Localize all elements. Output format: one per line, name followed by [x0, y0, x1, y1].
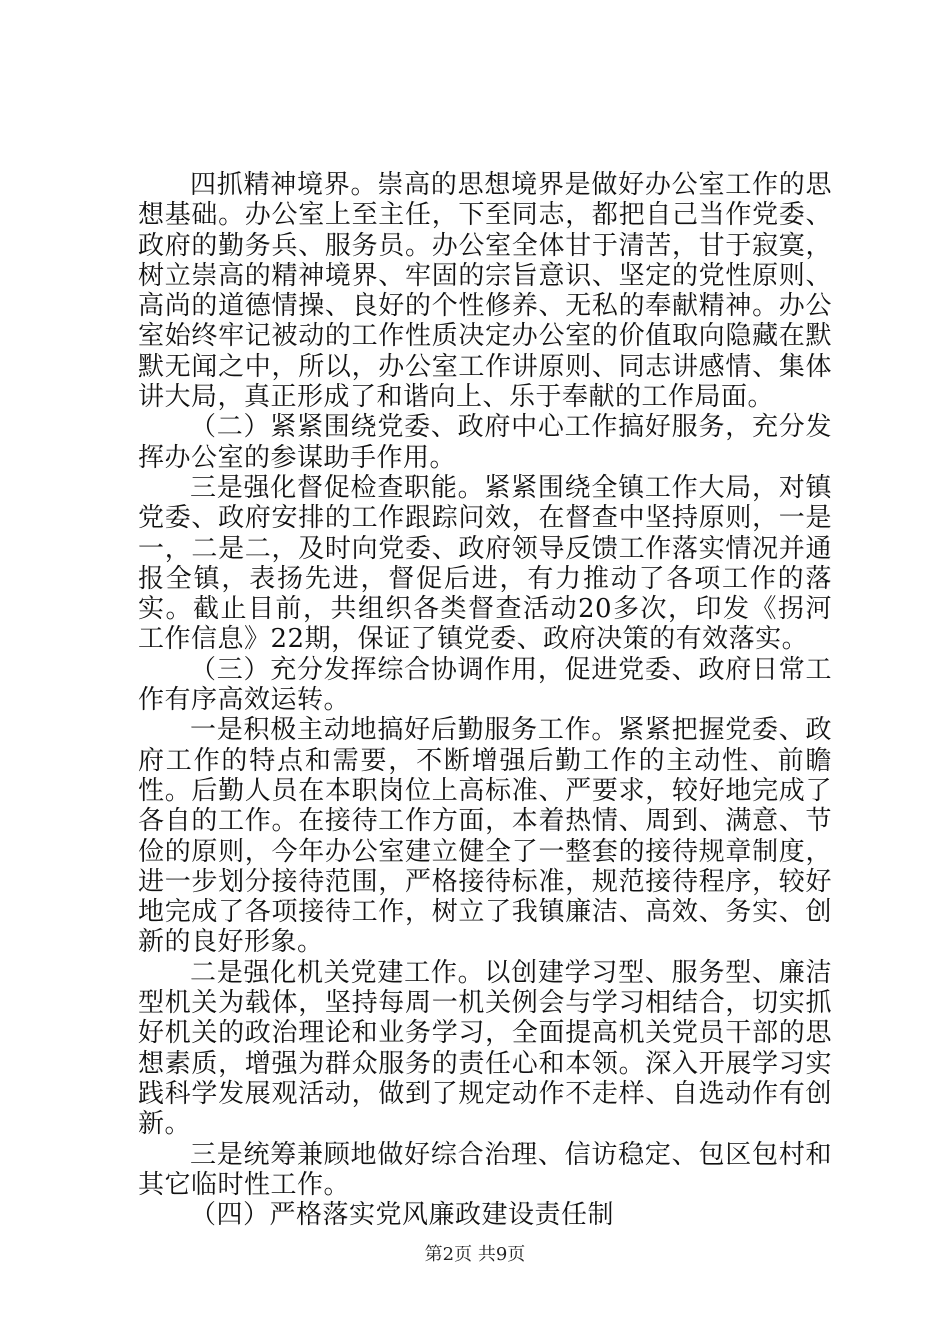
- paragraph-supervision: 三是强化督促检查职能。紧紧围绕全镇工作大局，对镇党委、政府安排的工作跟踪问效，在督查中坚持原则，一是一，二是二，及时向党委、政府领导反馈工作落实情况并通报全镇，表扬先进，督促后进，有力推动了各项工作的落实。截止目前，共组织各类督查活动20多次，印发《拐河工作信息》22期，保证了镇党委、政府决策的有效落实。: [138, 472, 832, 655]
- paragraph-party-building: 二是强化机关党建工作。以创建学习型、服务型、廉洁型机关为载体，坚持每周一机关例会与学习相结合，切实抓好机关的政治理论和业务学习，全面提高机关党员干部的思想素质，增强为群众服务的责任心和本领。深入开展学习实践科学发展观活动，做到了规定动作不走样、自选动作有创新。: [138, 957, 832, 1140]
- document-body: [138, 170, 832, 1230]
- paragraph-spiritual-realm: 四抓精神境界。崇高的思想境界是做好办公室工作的思想基础。办公室上至主任，下至同志，都把自己当作党委、政府的勤务兵、服务员。办公室全体甘于清苦，甘于寂寞，树立崇高的精神境界、牢固的宗旨意识、坚定的党性原则、高尚的道德情操、良好的个性修养、无私的奉献精神。办公室始终牢记被动的工作性质决定办公室的价值取向隐藏在默默无闻之中，所以，办公室工作讲原则、同志讲感情、集体讲大局，真正形成了和谐向上、乐于奉献的工作局面。: [138, 170, 832, 413]
- heading-section-three: （三）充分发挥综合协调作用，促进党委、政府日常工作有序高效运转。: [138, 654, 832, 716]
- paragraph-logistics: 一是积极主动地搞好后勤服务工作。紧紧把握党委、政府工作的特点和需要，不断增强后勤工作的主动性、前瞻性。后勤人员在本职岗位上高标准、严要求，较好地完成了各自的工作。在接待工作方面，本着热情、周到、满意、节俭的原则，今年办公室建立健全了一整套的接待规章制度，进一步划分接待范围，严格接待标准，规范接待程序，较好地完成了各项接待工作，树立了我镇廉洁、高效、务实、创新的良好形象。: [138, 715, 832, 958]
- paragraph-comprehensive-work: 三是统筹兼顾地做好综合治理、信访稳定、包区包村和其它临时性工作。: [138, 1139, 832, 1200]
- page-number-footer: 第2页 共9页: [424, 1244, 526, 1265]
- heading-section-four: （四）严格落实党风廉政建设责任制: [190, 1200, 615, 1231]
- heading-section-two: （二）紧紧围绕党委、政府中心工作搞好服务，充分发挥办公室的参谋助手作用。: [138, 412, 832, 473]
